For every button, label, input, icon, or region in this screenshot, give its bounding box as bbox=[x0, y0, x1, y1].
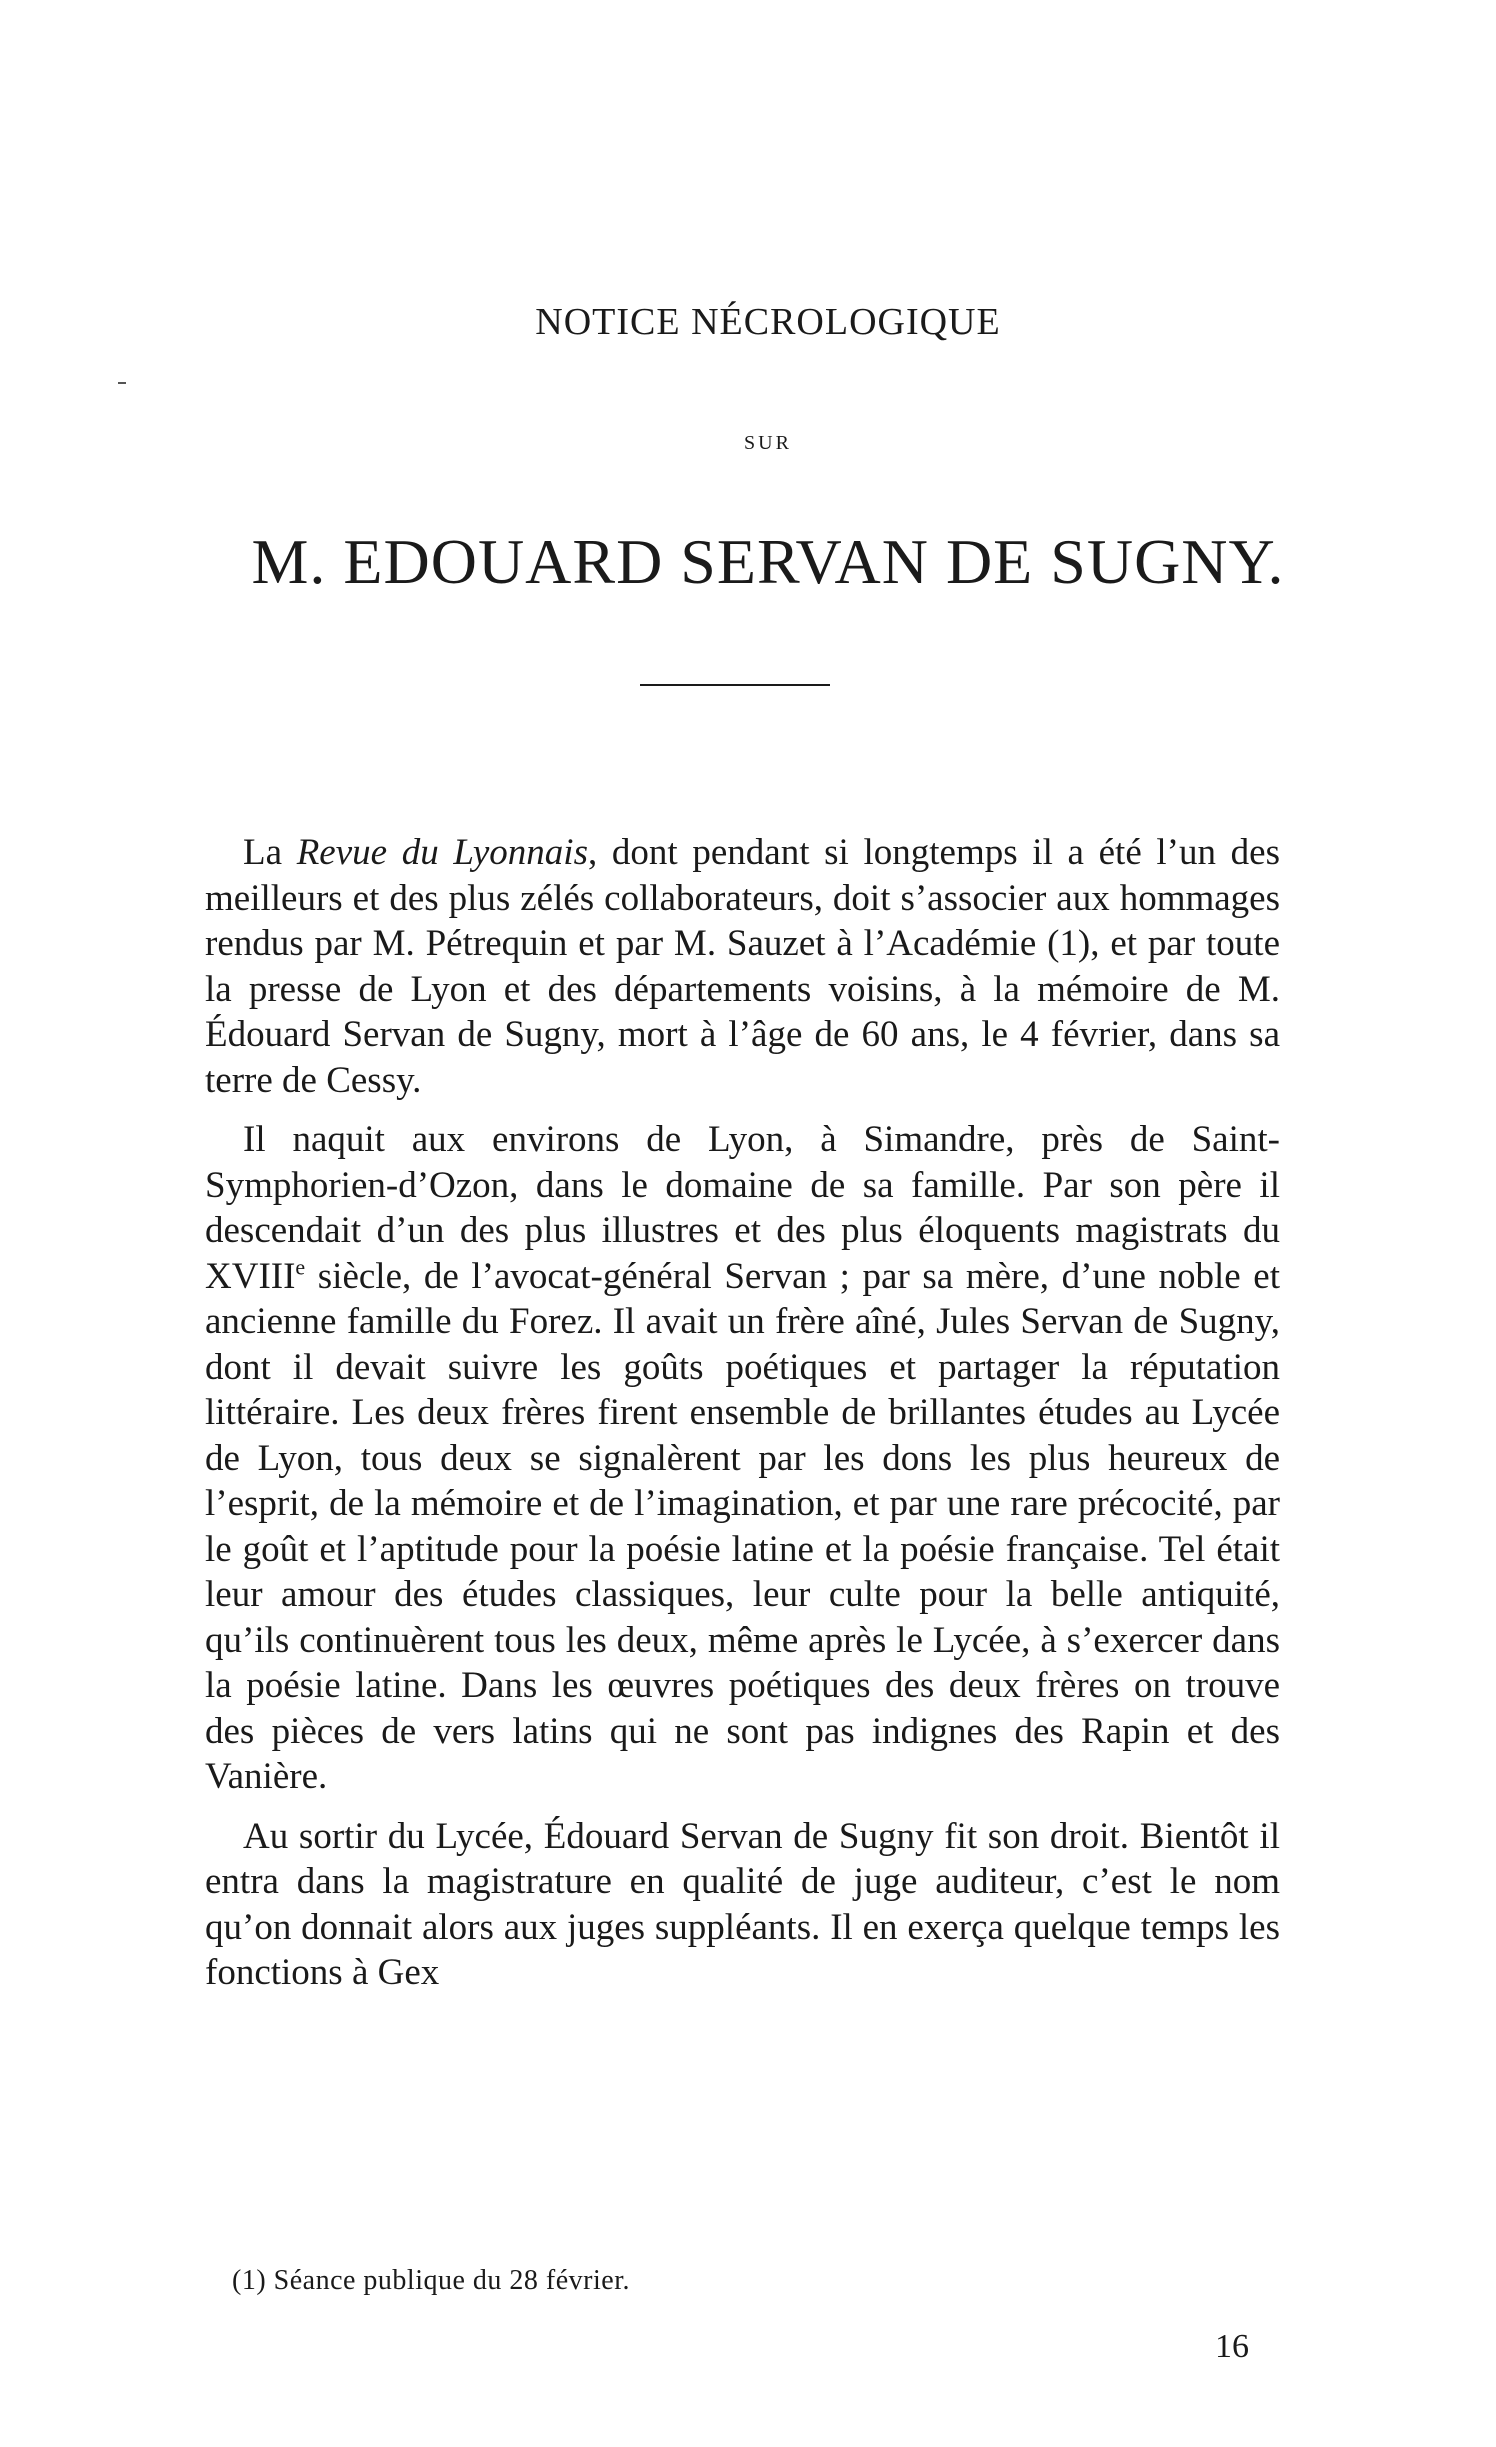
paragraph-2-start: Il naquit aux environs de Lyon, à Simandre, près de Saint-Symphorien-d’Ozon, dans le domaine de sa famille. Par son père il descendait d’un des plus illustres et des plus éloquents magistrats du XVIII bbox=[205, 1119, 1280, 1297]
footnote: (1) Séance publique du 28 février. bbox=[232, 2265, 630, 2296]
century-superscript: e bbox=[295, 1254, 306, 1280]
paragraph-2-rest: siècle, de l’avocat-général Servan ; par sa mère, d’une noble et ancienne famille du Forez. Il avait un frère aîné, Jules Servan de Sugny, dont il devait suivre les goûts poétiques et partager la réputation littéraire. Les deux frères firent ensemble de brillantes études au Lycée de Lyon, tous deux se signalèrent par les dons les plus heureux de l’esprit, de la mémoire et de l’imagination, et par une rare précocité, par le goût et l’aptitude pour la poésie latine et la poésie française. Tel était leur amour des études classiques, leur culte pour la belle antiquité, qu’ils continuèrent tous les deux, même après le Lycée, à s’exercer dans la poésie latine. Dans les œuvres poétiques des deux frères on trouve des pièces de vers latins qui ne sont pas indignes des Rapin et des Vanière. bbox=[205, 1255, 1280, 1797]
paragraph-1-start: La bbox=[243, 832, 297, 873]
sur-heading: SUR bbox=[744, 432, 792, 454]
paragraph-2 bbox=[205, 1117, 1280, 1800]
page-number: 16 bbox=[1215, 2328, 1249, 2365]
notice-heading: NOTICE NÉCROLOGIQUE bbox=[535, 301, 1001, 343]
title-divider bbox=[640, 684, 830, 686]
body-text bbox=[205, 830, 1280, 2010]
paragraph-1 bbox=[205, 830, 1280, 1103]
journal-title: Revue du Lyonnais bbox=[296, 832, 588, 873]
paragraph-3: Au sortir du Lycée, Édouard Servan de Sugny fit son droit. Bientôt il entra dans la magistrature en qualité de juge auditeur, c’est le nom qu’on donnait alors aux juges suppléants. Il en exerça quelque temps les fonctions à Gex bbox=[205, 1815, 1280, 1993]
paragraph-1-rest: , dont pendant si longtemps il a été l’un des meilleurs et des plus zélés collaborateurs, doit s’associer aux hommages rendus par M. Pétrequin et par M. Sauzet à l’Académie (1), et par toute la presse de Lyon et des départements voisins, à la mémoire de M. Édouard Servan de Sugny, mort à l’âge de 60 ans, le 4 février, dans sa terre de Cessy. bbox=[205, 832, 1280, 1101]
page-title: M. EDOUARD SERVAN DE SUGNY. bbox=[251, 526, 1285, 597]
margin-mark bbox=[118, 382, 126, 384]
